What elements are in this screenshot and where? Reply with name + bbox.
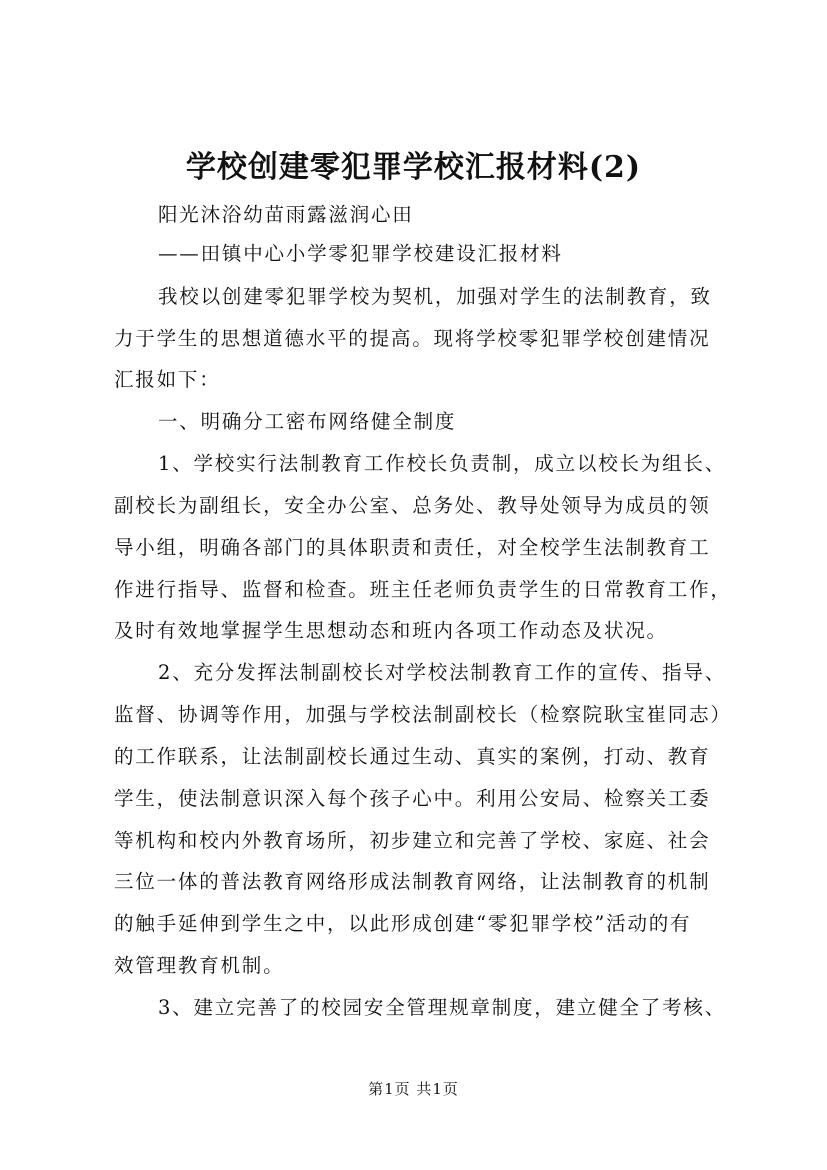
paragraph-line: 效管理教育机制。	[114, 954, 285, 977]
paragraph-line: 监督、协调等作用，加强与学校法制副校长（检察院耿宝崔同志）	[114, 703, 732, 726]
paragraph-line: 导小组，明确各部门的具体职责和责任，对全校学生法制教育工	[114, 536, 711, 559]
subheading-line: ——田镇中心小学零犯罪学校建设汇报材料	[158, 242, 563, 265]
paragraph-line: 及时有效地掌握学生思想动态和班内各项工作动态及状况。	[114, 619, 668, 642]
paragraph-line: 学生，使法制意识深入每个孩子心中。利用公安局、检察关工委	[114, 787, 711, 810]
paragraph-line: 2、充分发挥法制副校长对学校法制教育工作的宣传、指导、	[158, 661, 727, 684]
paragraph-line: 1、学校实行法制教育工作校长负责制，成立以校长为组长、	[158, 452, 727, 475]
paragraph-line: 的工作联系，让法制副校长通过生动、真实的案例，打动、教育	[114, 745, 711, 768]
page-footer: 第1页 共1页	[368, 1080, 459, 1098]
document-title: 学校创建零犯罪学校汇报材料(2)	[185, 150, 642, 185]
paragraph-line: 汇报如下：	[114, 368, 221, 391]
paragraph-line: 我校以创建零犯罪学校为契机，加强对学生的法制教育，致	[158, 285, 712, 308]
subtitle-line: 阳光沐浴幼苗雨露滋润心田	[158, 203, 414, 226]
paragraph-line: 3、建立完善了的校园安全管理规章制度，建立健全了考核、	[158, 996, 727, 1019]
section-heading: 一、明确分工密布网络健全制度	[158, 410, 457, 433]
paragraph-line: 等机构和校内外教育场所，初步建立和完善了学校、家庭、社会	[114, 829, 711, 852]
paragraph-line: 副校长为副组长，安全办公室、总务处、教导处领导为成员的领	[114, 494, 711, 517]
paragraph-line: 三位一体的普法教育网络形成法制教育网络，让法制教育的机制	[114, 870, 711, 893]
paragraph-line: 力于学生的思想道德水平的提高。现将学校零犯罪学校创建情况	[114, 327, 711, 350]
paragraph-line: 作进行指导、监督和检查。班主任老师负责学生的日常教育工作，	[114, 578, 732, 601]
paragraph-line: 的触手延伸到学生之中，以此形成创建“零犯罪学校”活动的有	[114, 912, 692, 935]
